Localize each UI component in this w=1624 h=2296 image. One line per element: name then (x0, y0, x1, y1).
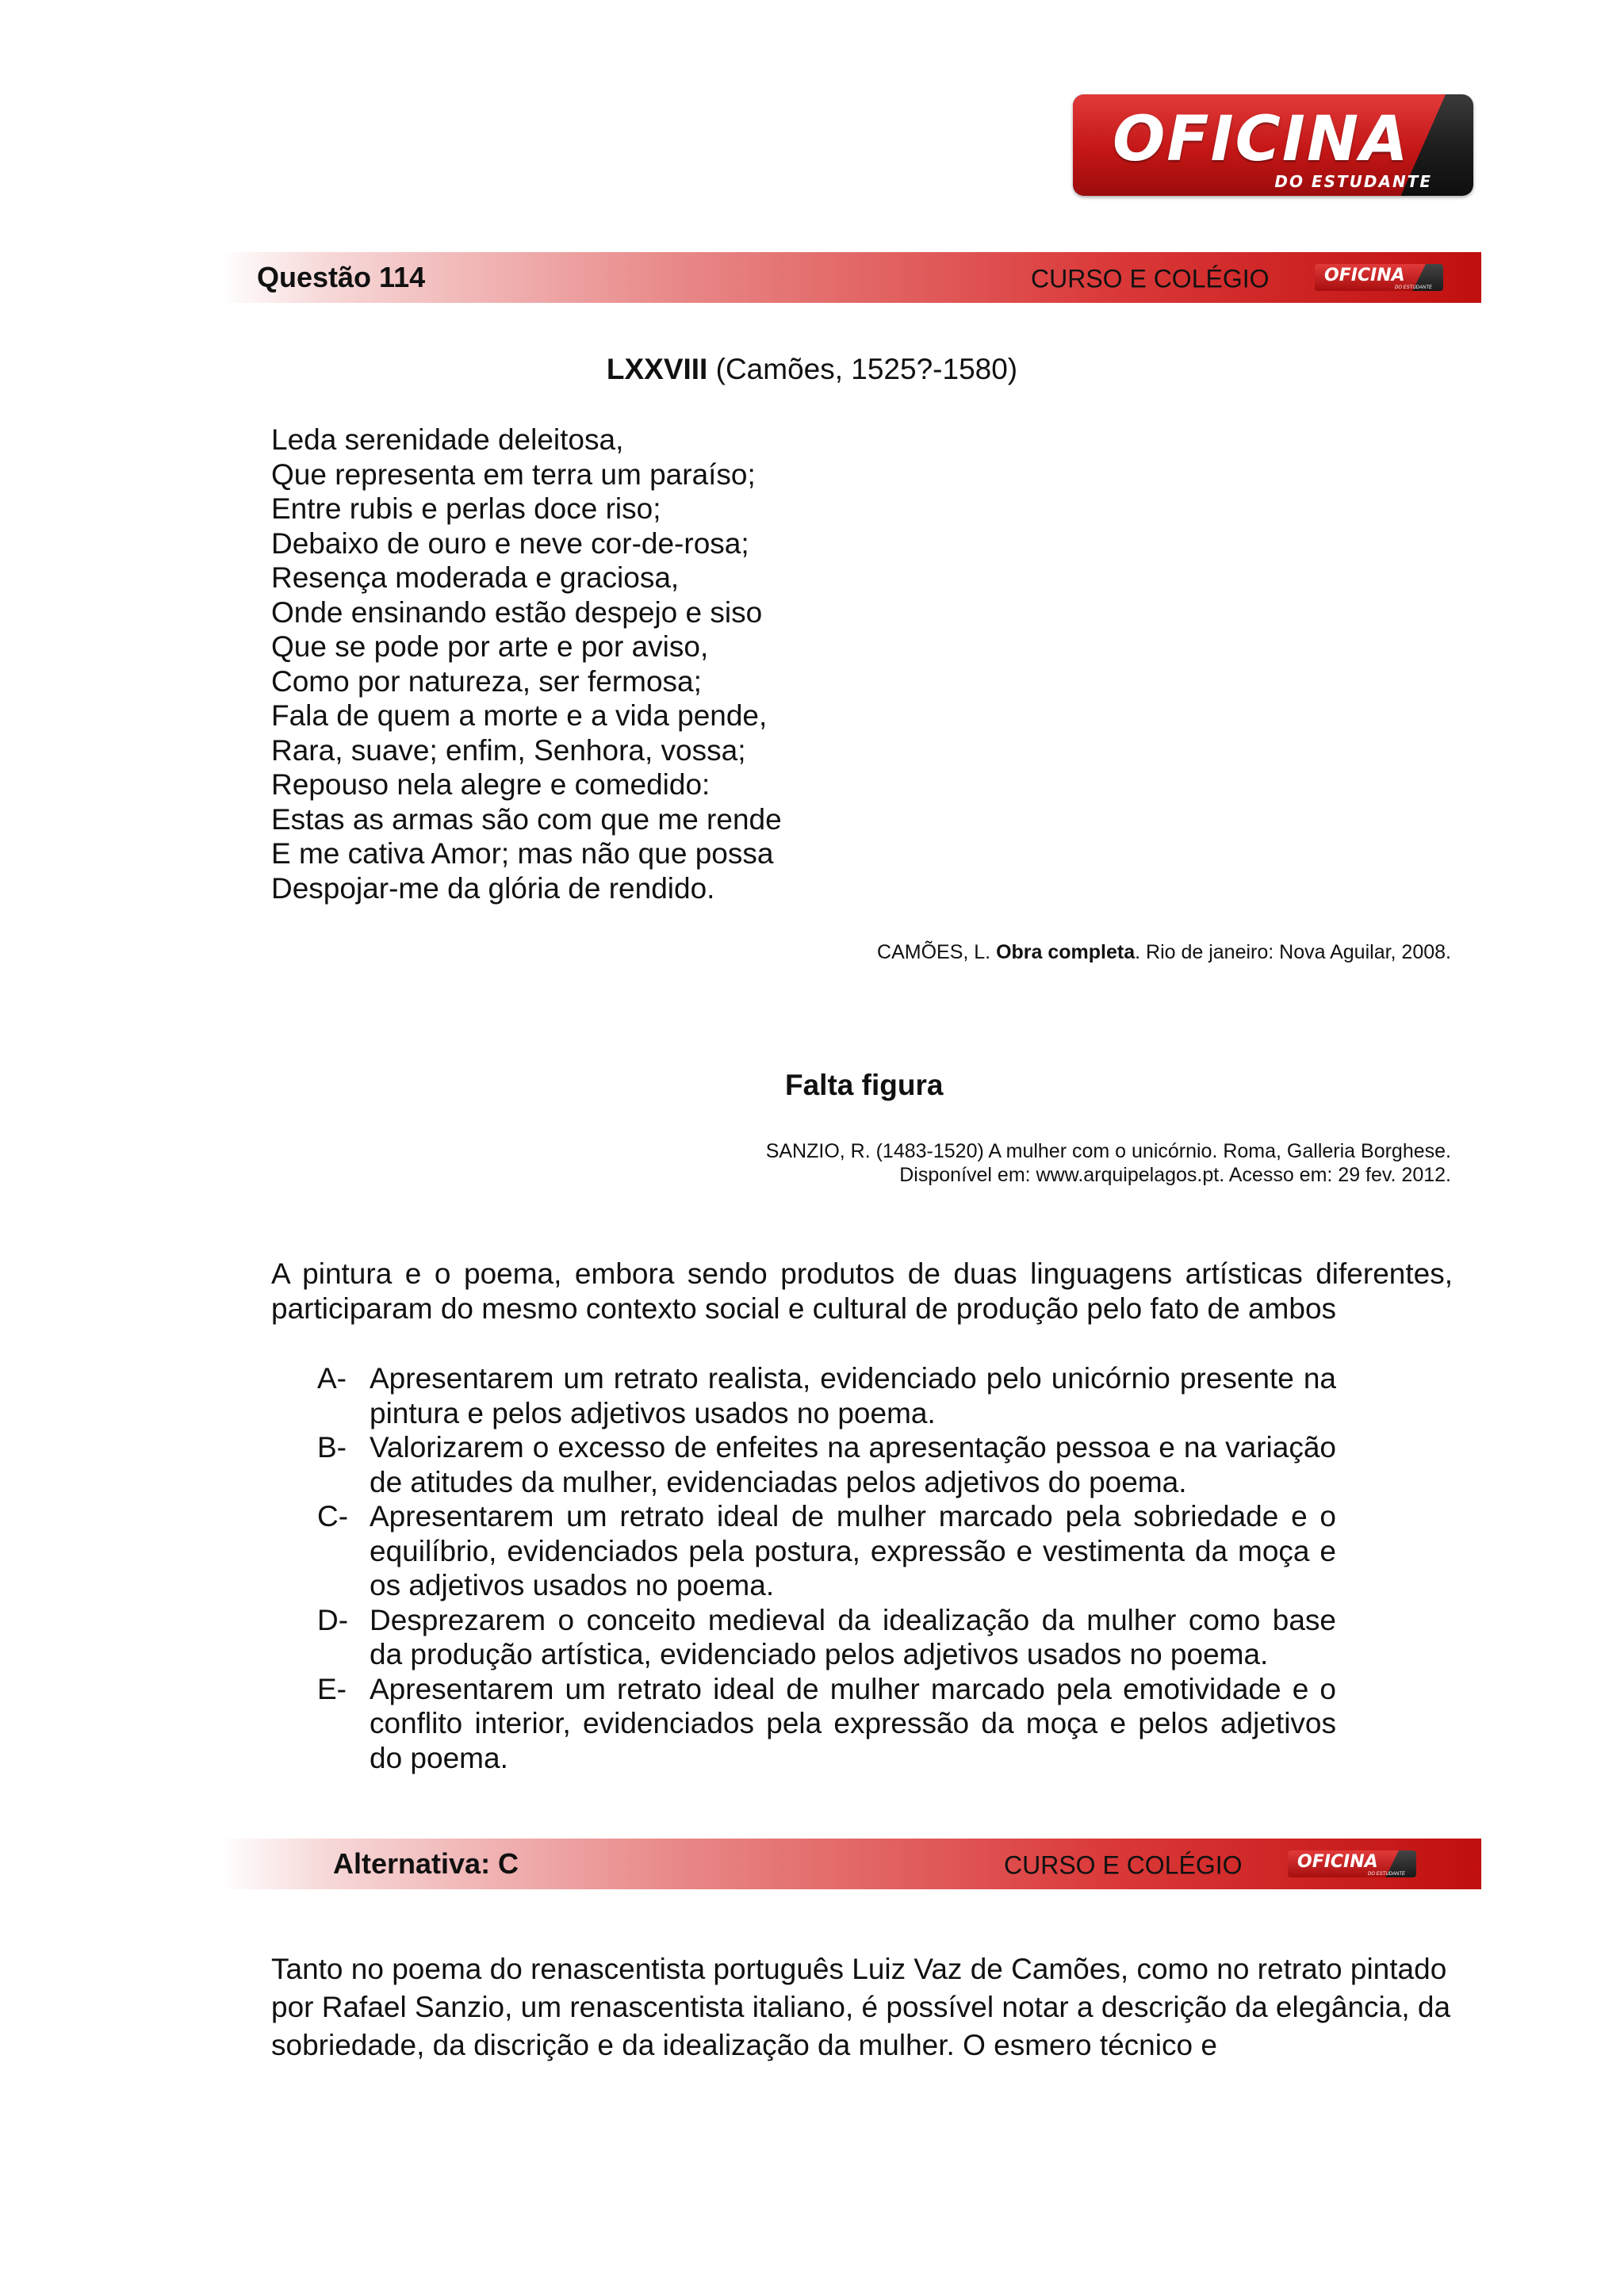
poem-line: E me cativa Amor; mas não que possa (271, 837, 774, 870)
poem-line: Leda serenidade deleitosa, (271, 423, 624, 456)
poem-line: Estas as armas são com que me rende (271, 802, 782, 836)
option-text: Apresentarem um retrato realista, evidenciado pelo unicórnio presente na pintura e pelos adjetivos usados no poema. (370, 1362, 1336, 1429)
mini-logo (1315, 264, 1443, 291)
poem-line: Entre rubis e perlas doce riso; (271, 492, 661, 525)
question-header-bar (220, 252, 1481, 303)
answer-options (317, 1361, 1336, 1775)
figure-reference-line2: Disponível em: www.arquipelagos.pt. Acesso em: 29 fev. 2012. (899, 1164, 1451, 1186)
poem-line: Debaixo de ouro e neve cor-de-rosa; (271, 526, 749, 560)
poem-line: Fala de quem a morte e a vida pende, (271, 699, 768, 732)
mini-logo-tagline: DO ESTUDANTE (1394, 285, 1432, 290)
option-e (317, 1672, 1336, 1776)
poem-line: Que representa em terra um paraíso; (271, 457, 756, 491)
option-letter: E- (317, 1672, 347, 1705)
option-text: Apresentarem um retrato ideal de mulher marcado pela emotividade e o conflito interior, evidenciados pela expressão da moça e pelos adjetivos do poema. (370, 1672, 1336, 1774)
option-letter: C- (317, 1500, 349, 1533)
option-letter: B- (317, 1431, 347, 1464)
poem-reference-work: Obra completa (996, 941, 1136, 963)
poem-title-author: (Camões, 1525?-1580) (707, 353, 1018, 385)
option-b (317, 1430, 1336, 1499)
poem-line: Despojar-me da glória de rendido. (271, 871, 715, 905)
poem-line: Repouso nela alegre e comedido: (271, 768, 710, 801)
poem-body (271, 423, 782, 905)
poem-line: Como por natureza, ser fermosa; (271, 664, 702, 698)
poem-title (0, 353, 1624, 386)
option-text: Desprezarem o conceito medieval da idealização da mulher como base da produção artística, evidenciado pelos adjetivos usados no poema. (370, 1603, 1336, 1670)
mini-logo-wordmark: OFICINA (1297, 1852, 1378, 1872)
logo-wordmark: OFICINA (1113, 104, 1410, 175)
option-letter: A- (317, 1362, 347, 1395)
option-text: Valorizarem o excesso de enfeites na apresentação pessoa e na variação de atitudes da mulher, evidenciadas pelos adjetivos do poema. (370, 1431, 1336, 1498)
poem-reference (877, 941, 1451, 964)
answer-explanation: Tanto no poema do renascentista português Luiz Vaz de Camões, como no retrato pintado por Rafael Sanzio, um renascentista italiano, é possível notar a descrição da elegância, da sobriedade, da discrição e da idealização da mulher. O esmero técnico e (271, 1953, 1451, 2061)
course-label: CURSO E COLÉGIO (1031, 264, 1270, 293)
course-label: CURSO E COLÉGIO (1004, 1850, 1243, 1880)
question-number: Questão 114 (257, 261, 426, 293)
figure-reference-line1: SANZIO, R. (1483-1520) A mulher com o unicórnio. Roma, Galleria Borghese. (765, 1140, 1451, 1162)
answer-label: Alternativa: C (333, 1847, 519, 1880)
poem-line: Que se pode por arte e por aviso, (271, 630, 709, 663)
answer-header-bar (220, 1839, 1481, 1889)
logo-tagline: DO ESTUDANTE (1274, 172, 1432, 191)
mini-logo (1288, 1850, 1416, 1877)
mini-logo-wordmark: OFICINA (1324, 266, 1405, 285)
poem-line: Onde ensinando estão despejo e siso (271, 595, 763, 629)
poem-reference-author: CAMÕES, L. (877, 941, 997, 963)
poem-line: Resença moderada e graciosa, (271, 561, 680, 594)
option-a (317, 1361, 1336, 1430)
option-c (317, 1499, 1336, 1603)
mini-logo-tagline: DO ESTUDANTE (1367, 1872, 1405, 1877)
question-stem: A pintura e o poema, embora sendo produtos de duas linguagens artísticas diferentes, participaram do mesmo contexto social e cultural de produção pelo fato de ambos (271, 1257, 1453, 1325)
poem-title-number: LXXVIII (606, 353, 708, 385)
missing-figure-label: Falta figura (785, 1069, 944, 1101)
option-d (317, 1603, 1336, 1672)
option-letter: D- (317, 1603, 349, 1636)
poem-line: Rara, suave; enfim, Senhora, vossa; (271, 733, 746, 767)
oficina-logo (1073, 94, 1473, 196)
option-text: Apresentarem um retrato ideal de mulher marcado pela sobriedade e o equilíbrio, evidenciados pela postura, expressão e vestimenta da moça e os adjetivos usados no poema. (370, 1500, 1336, 1601)
poem-reference-publisher: . Rio de janeiro: Nova Aguilar, 2008. (1135, 941, 1451, 963)
